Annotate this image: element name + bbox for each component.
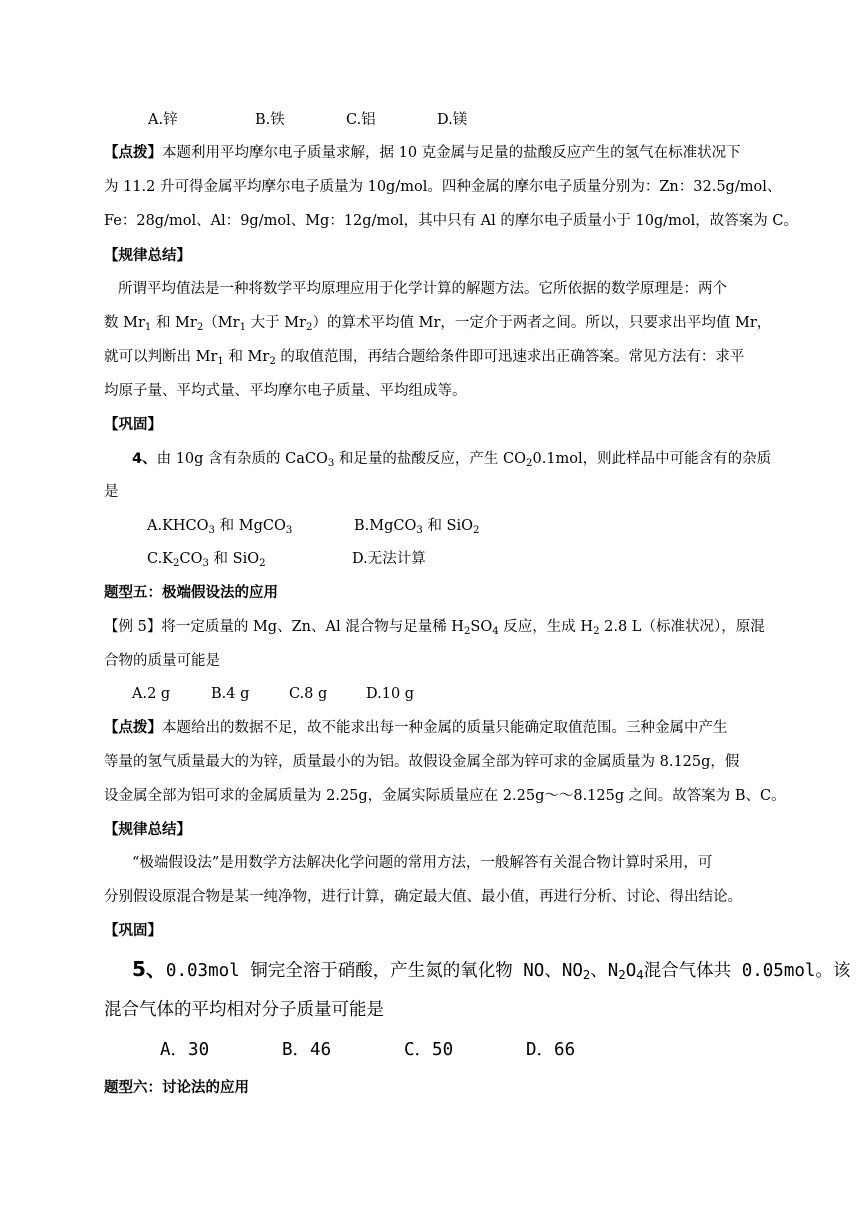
ex5-option-a: A.2 g	[132, 686, 171, 702]
summary1-line2: 数 $Mr_1$ 和 $Mr_2(Mr_1$ 大于 $Mr_2$）的算术平均值 Mr，一定介于两者之间。所以，只要求出平均值 Mr，	[104, 315, 772, 333]
ex5-option-c: C.8 g	[289, 686, 328, 702]
q3-option-d: D.镁	[437, 112, 468, 128]
q5-option-a: A．30	[160, 1040, 210, 1060]
q5-option-c: C．50	[404, 1040, 454, 1060]
q4-line2: 是	[104, 484, 119, 500]
hint2-line1	[104, 718, 728, 738]
hint2-line3: 设金属全部为铝可求的金属质量为 2.25g，金属实际质量应在 2.25g～～8.125g 之间。故答案为 B、C。	[104, 788, 786, 804]
hint-text: 本题利用平均摩尔电子质量求解，据 10 克金属与足量的盐酸反应产生的氢气在标准状况下	[162, 145, 741, 161]
summary1-heading: 【规律总结】	[104, 248, 191, 264]
q4-line1: 4、由 10g 含有杂质的 CaCO$_3$ 和足量的盐酸反应，产生 $CO_20.1mol$，则此样品中可能含有的杂质	[132, 451, 772, 469]
q4-option-b: B.MgCO$_3$ 和 SiO$_2$	[354, 518, 480, 536]
q3-options	[148, 110, 467, 130]
hint-tag: 【点拨】	[104, 720, 162, 736]
ex5-options	[132, 684, 414, 704]
q3-option-b: B.铁	[255, 112, 285, 128]
hint1-line1	[104, 143, 741, 163]
q4-option-c: $C.K_2CO_3$ 和 SiO$_2$	[147, 551, 266, 569]
summary1-line1: 所谓平均值法是一种将数学平均原理应用于化学计算的解题方法。它所依据的数学原理是：两个	[118, 281, 727, 297]
q4-number: 4、	[132, 451, 157, 467]
ex5-line2: 合物的质量可能是	[104, 653, 220, 669]
q3-option-a: A.锌	[148, 112, 178, 128]
type6-heading: 题型六：讨论法的应用	[104, 1080, 249, 1096]
q4-options-cd	[147, 549, 426, 569]
ex5-option-d: D.10 g	[366, 686, 415, 702]
q5-number: 5、	[132, 957, 166, 981]
type5-heading: 题型五：极端假设法的应用	[104, 585, 278, 601]
consolidate1-heading: 【巩固】	[104, 417, 162, 433]
q5-line1: 5、0.03mol 铜完全溶于硝酸，产生氮的氧化物 NO、$NO_2$、$N_2O_4$混合气体共 0.05mol。该	[132, 957, 851, 982]
q4-options-ab	[147, 516, 479, 536]
q5-line2: 混合气体的平均相对分子质量可能是	[104, 1000, 384, 1020]
q5-options	[160, 1038, 575, 1062]
q5-option-b: B．46	[282, 1040, 332, 1060]
hint-tag: 【点拨】	[104, 145, 162, 161]
consolidate2-heading: 【巩固】	[104, 923, 162, 939]
summary2-line1: “极端假设法”是用数学方法解决化学问题的常用方法，一般解答有关混合物计算时采用，可	[132, 855, 713, 871]
summary1-line4: 均原子量、平均式量、平均摩尔电子质量、平均组成等。	[104, 383, 467, 399]
hint1-line2: 为 11.2 升可得金属平均摩尔电子质量为 10g/mol。四种金属的摩尔电子质量分别为：Zn：32.5g/mol、	[104, 179, 782, 195]
hint-text: 本题给出的数据不足，故不能求出每一种金属的质量只能确定取值范围。三种金属中产生	[162, 720, 728, 736]
summary2-heading: 【规律总结】	[104, 822, 191, 838]
q4-option-d: D.无法计算	[352, 551, 426, 567]
summary1-line3: 就可以判断出 $Mr_1$ 和 $Mr_2$ 的取值范围，再结合题给条件即可迅速求出正确答案。常见方法有：求平	[104, 349, 745, 367]
q3-option-c: C.铝	[346, 112, 376, 128]
ex5-option-b: B.4 g	[211, 686, 250, 702]
hint2-line2: 等量的氢气质量最大的为锌，质量最小的为铝。故假设金属全部为锌可求的金属质量为 8.125g，假	[104, 754, 740, 770]
ex5-line1: 【例 5】将一定质量的 Mg、Zn、Al 混合物与足量稀 $H_2SO_4$ 反应，生成 $H_2$ 2.8 L（标准状况），原混	[104, 619, 765, 637]
q5-option-d: D．66	[526, 1040, 576, 1060]
summary2-line2: 分别假设原混合物是某一纯净物，进行计算，确定最大值、最小值，再进行分析、讨论、得出结论。	[104, 889, 742, 905]
hint1-line3: Fe：28g/mol、Al：9g/mol、Mg：12g/mol，其中只有 Al 的摩尔电子质量小于 10g/mol，故答案为 C。	[104, 213, 798, 229]
q4-option-a: $A.KHCO_3$ 和 MgCO$_3$	[147, 518, 293, 536]
